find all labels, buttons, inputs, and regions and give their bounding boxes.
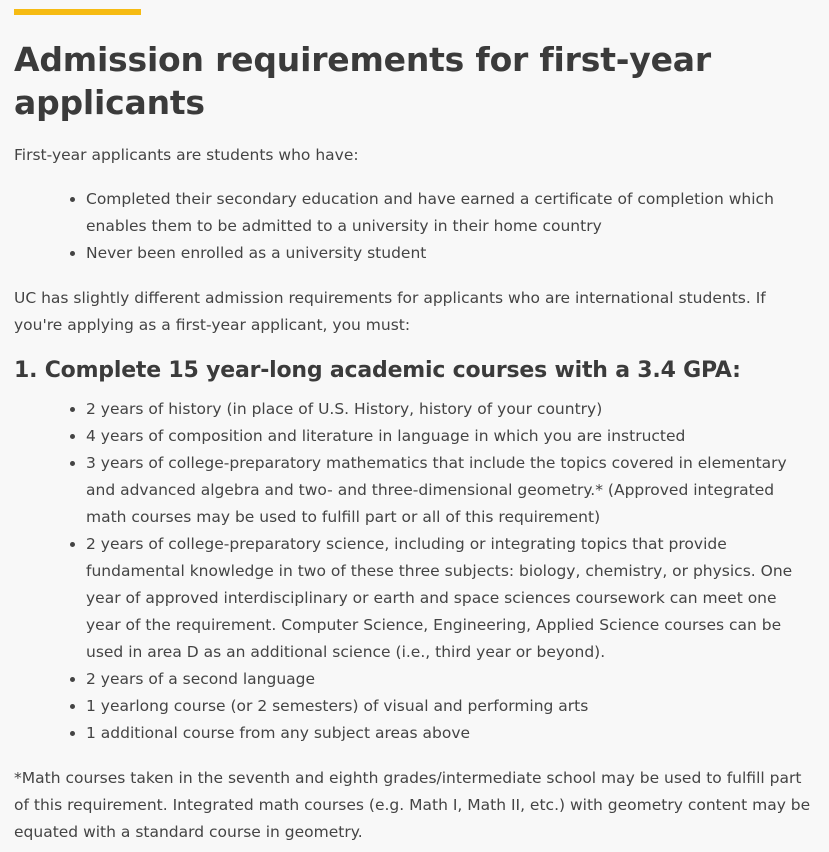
- list-item: 4 years of composition and literature in language in which you are instructed: [86, 423, 816, 450]
- list-item: 1 yearlong course (or 2 semesters) of visual and performing arts: [86, 693, 816, 720]
- list-item: 2 years of college-preparatory science, including or integrating topics that provide fundamental knowledge in two of these three subjects: biology, chemistry, or physics. One year of approved interdisciplinary or earth and space sciences coursework can meet one year of the requirement. Computer Science, Engineering, Applied Science courses can be used in area D as an additional science (i.e., third year or beyond).: [86, 531, 816, 666]
- accent-bar: [14, 9, 141, 15]
- page-title: Admission requirements for first-year applicants: [14, 40, 711, 122]
- footnote: *Math courses taken in the seventh and eighth grades/intermediate school may be used to fulfill part of this requirement. Integrated math courses (e.g. Math I, Math II, etc.) with geometry content may be equated with a standard course in geometry.: [14, 769, 811, 841]
- section-heading: 1. Complete 15 year-long academic courses with a 3.4 GPA:: [14, 358, 741, 383]
- list-item: 2 years of a second language: [86, 666, 816, 693]
- list-item: Never been enrolled as a university student: [86, 240, 786, 267]
- intro-text: First-year applicants are students who have:: [14, 146, 359, 164]
- list-item: Completed their secondary education and have earned a certificate of completion which enables them to be admitted to a university in their home country: [86, 186, 786, 240]
- definition-list: [86, 186, 786, 267]
- list-item: 2 years of history (in place of U.S. History, history of your country): [86, 396, 816, 423]
- course-list: [86, 396, 816, 747]
- list-item: 3 years of college-preparatory mathematics that include the topics covered in elementary and advanced algebra and two- and three-dimensional geometry.* (Approved integrated math courses may be used to fulfill part or all of this requirement): [86, 450, 816, 531]
- requirements-intro: UC has slightly different admission requirements for applicants who are international students. If you're applying as a first-year applicant, you must:: [14, 289, 766, 334]
- list-item: 1 additional course from any subject areas above: [86, 720, 816, 747]
